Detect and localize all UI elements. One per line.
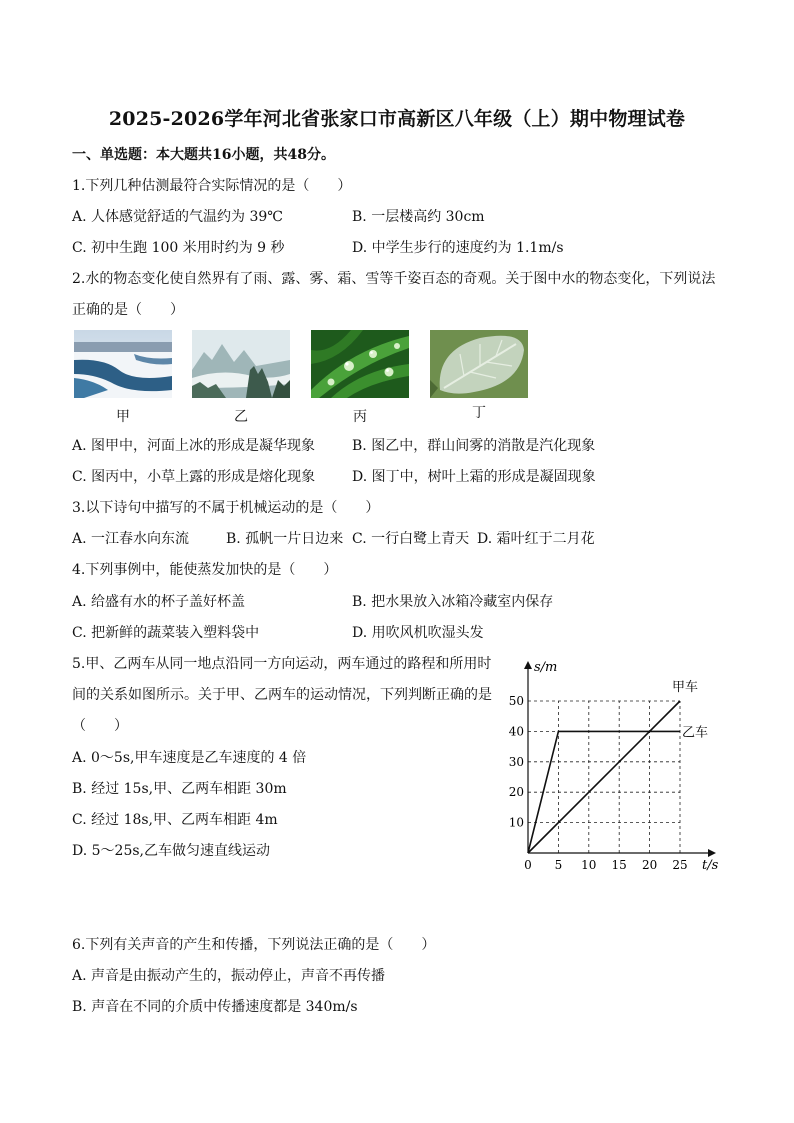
q4-option-a: A. 给盛有水的杯子盖好杯盖 [72, 594, 246, 610]
caption-bing: 丙 [353, 409, 367, 425]
q6-option-a: A. 声音是由振动产生的，振动停止，声音不再传播 [72, 968, 386, 984]
caption-jia: 甲 [116, 409, 130, 425]
q5-stem-line1: 5.甲、乙两车从同一地点沿同一方向运动，两车通过的路程和所用时 [72, 656, 492, 672]
q2-option-c: C. 图丙中，小草上露的形成是熔化现象 [72, 469, 316, 485]
photo-misty-mountains [192, 330, 290, 398]
series-label-0: 甲车 [672, 680, 699, 695]
q4-stem: 4.下列事例中，能使蒸发加快的是（ ） [72, 562, 338, 578]
y-tick-label-40: 40 [508, 724, 524, 739]
q4-option-c: C. 把新鲜的蔬菜装入塑料袋中 [72, 625, 260, 641]
q6-option-b: B. 声音在不同的介质中传播速度都是 340m/s [72, 999, 358, 1015]
photo-river-ice [74, 330, 172, 398]
q1-option-b: B. 一层楼高约 30cm [352, 209, 485, 225]
q6-stem: 6.下列有关声音的产生和传播，下列说法正确的是（ ） [72, 937, 436, 953]
q1-stem: 1.下列几种估测最符合实际情况的是（ ） [72, 178, 352, 194]
page-title: 2025-2026学年河北省张家口市高新区八年级（上）期中物理试卷 [108, 108, 686, 130]
q3-option-a: A. 一江春水向东流 [72, 531, 190, 547]
q3-stem: 3.以下诗句中描写的不属于机械运动的是（ ） [72, 500, 380, 516]
x-tick-label-15: 15 [611, 858, 627, 872]
caption-ding: 丁 [472, 405, 486, 421]
y-tick-label-10: 10 [508, 815, 524, 830]
q2-stem-line1: 2.水的物态变化使自然界有了雨、露、雾、霜、雪等千姿百态的奇观。关于图中水的物态变化，下列说法 [72, 271, 716, 287]
x-tick-label-20: 20 [641, 858, 658, 872]
series-label-1: 乙车 [682, 725, 709, 741]
x-tick-label-10: 10 [581, 858, 597, 872]
q1-option-a: A. 人体感觉舒适的气温约为 39℃ [72, 209, 283, 225]
y-axis-arrow [524, 661, 532, 669]
series-line-1 [528, 731, 680, 853]
q4-option-d: D. 用吹风机吹湿头发 [352, 625, 484, 641]
st-graph [500, 650, 730, 880]
y-axis-label: s/m [534, 660, 558, 675]
q3-option-b: B. 孤帆一片日边来 [226, 531, 344, 547]
y-tick-label-50: 50 [508, 694, 524, 708]
q2-option-a: A. 图甲中，河面上冰的形成是凝华现象 [72, 438, 316, 454]
y-tick-label-20: 20 [508, 785, 524, 800]
q5-option-d: D. 5～25s,乙车做匀速直线运动 [72, 843, 270, 859]
q5-stem-line2: 间的关系如图所示。关于甲、乙两车的运动情况，下列判断正确的是 [72, 687, 492, 703]
x-tick-label-5: 5 [554, 858, 563, 872]
q5-option-b: B. 经过 15s,甲、乙两车相距 30m [72, 781, 287, 797]
y-tick-label-30: 30 [508, 754, 524, 769]
q5-option-a: A. 0～5s,甲车速度是乙车速度的 4 倍 [72, 750, 307, 766]
x-tick-label-25: 25 [672, 858, 688, 872]
q3-option-c: C. 一行白鹭上青天 [352, 531, 470, 547]
q2-stem-line2: 正确的是（ ） [72, 302, 184, 318]
x-axis-label: t/s [702, 858, 719, 873]
q2-option-d: D. 图丁中，树叶上霜的形成是凝固现象 [352, 469, 596, 485]
photo-frost-leaf [430, 330, 528, 398]
q5-option-c: C. 经过 18s,甲、乙两车相距 4m [72, 812, 278, 828]
q4-option-b: B. 把水果放入冰箱冷藏室内保存 [352, 594, 554, 610]
q2-option-b: B. 图乙中，群山间雾的消散是汽化现象 [352, 438, 596, 454]
x-axis-arrow [708, 849, 716, 857]
q3-option-d: D. 霜叶红于二月花 [477, 531, 595, 547]
caption-yi: 乙 [234, 409, 248, 425]
x-tick-label-0: 0 [524, 858, 532, 872]
section-heading: 一、单选题：本大题共16小题，共48分。 [72, 147, 335, 163]
q1-option-c: C. 初中生跑 100 米用时约为 9 秒 [72, 240, 285, 256]
q1-option-d: D. 中学生步行的速度约为 1.1m/s [352, 240, 564, 256]
series-line-0 [528, 701, 680, 853]
photo-dew-grass [311, 330, 409, 398]
q5-stem-line3: （ ） [72, 718, 128, 734]
